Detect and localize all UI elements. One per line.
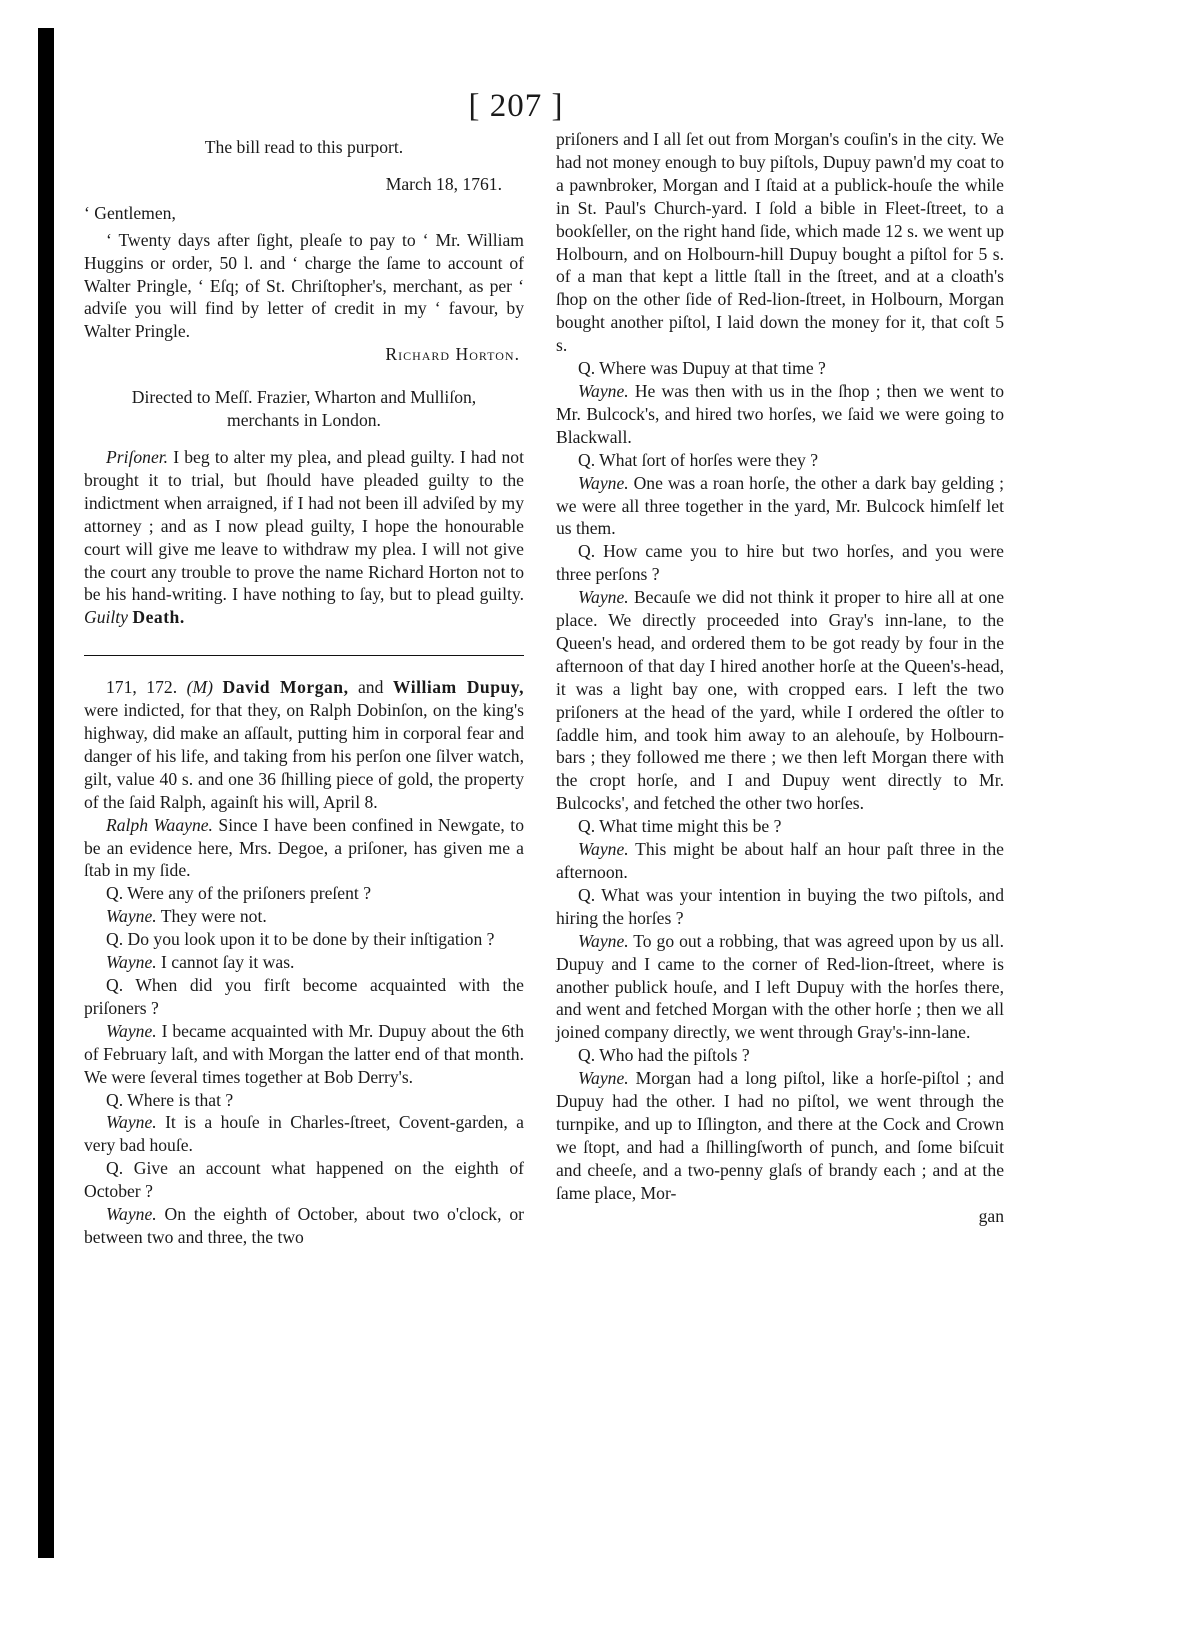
testimony-text: It is a houſe in Charles-ſtreet, Covent-garden, a very bad houſe.: [84, 1112, 524, 1156]
bill-intro: The bill read to this purport.: [204, 137, 404, 157]
testimony-paragraph: [84, 905, 524, 928]
page-binding-edge: [38, 28, 54, 1558]
left-column: [84, 128, 524, 1249]
testimony-paragraph: [556, 1044, 1004, 1067]
speaker-label: Wayne.: [578, 472, 629, 493]
testimony-paragraph: [556, 1067, 1004, 1204]
section-divider: [84, 655, 524, 656]
verdict: Guilty: [84, 607, 128, 628]
bill-direction: Directed to Meſſ. Frazier, Wharton and Mulliſon, merchants in London.: [131, 387, 477, 431]
testimony-paragraph: [84, 974, 524, 1020]
speaker-label: Wayne.: [106, 1204, 157, 1225]
right-column: [556, 128, 1004, 1228]
testimony-paragraph: [84, 814, 524, 883]
testimony-text: Q. How came you to hire but two horſes, and you were three perſons ?: [556, 541, 1004, 585]
plea-text: I beg to alter my plea, and plead guilty. I had not brought it to trial, but ſhould have pleaded guilty to the indictment when arraigned, if I had not been ill adviſed by my attorney ; and as I now plead guilty, I hope the honourable court will give me leave to withdraw my plea. I will not give the court any trouble to prove the name Richard Horton not to be his hand-writing. I have nothing to ſay, but to plead guilty.: [84, 446, 524, 605]
testimony-paragraph: [556, 586, 1004, 815]
testimony-paragraph: [556, 838, 1004, 884]
speaker-label: Wayne.: [106, 1020, 157, 1041]
prisoner-plea: [84, 446, 524, 629]
bill-salutation: ‘ Gentlemen,: [84, 202, 176, 223]
testimony-text: Q. What ſort of horſes were they ?: [578, 449, 819, 470]
session-mark: (M): [186, 677, 213, 698]
testimony-text: Q. What time might this be ?: [578, 816, 782, 837]
testimony-paragraph: [556, 357, 1004, 380]
testimony-paragraph: [84, 1157, 524, 1203]
bill-date: March 18, 1761.: [385, 173, 502, 194]
testimony-text: Becauſe we did not think it proper to hire all at one place. We directly proceeded into Gray's inn-lane, to the Queen's head, and ordered them to be got ready by four in the afternoon of that day I hired another horſe at the Queen's-head, it was a light bay one, with cropped ears. I left the two priſoners at the head of the yard, while I ordered the oſtler to ſaddle him, and took him away to an alehouſe, by Holbourn-bars ; they followed me there ; we then left Morgan there with the cropt horſe, and I and Dupuy went directly to Mr. Bulcocks', and fetched the other two horſes.: [556, 587, 1004, 814]
testimony-text: One was a roan horſe, the other a dark bay gelding ; we were all three together in the yard, Mr. Bulcock himſelf let us them.: [556, 472, 1004, 539]
speaker-label: Ralph Waayne.: [106, 814, 213, 835]
bill-signature: Richard Horton.: [385, 344, 520, 365]
testimony-text: He was then with us in the ſhop ; then we went to Mr. Bulcock's, and hired two horſes, we ſaid we were going to Blackwall.: [556, 380, 1004, 447]
testimony-paragraph: [556, 472, 1004, 541]
testimony-text: On the eighth of October, about two o'clock, or between two and three, the two: [84, 1204, 524, 1247]
testimony-text: I became acquainted with Mr. Dupuy about the 6th of February laſt, and with Morgan the latter end of that month. We were ſeveral times together at Bob Derry's.: [84, 1020, 524, 1087]
speaker-label: Wayne.: [578, 587, 629, 608]
testimony-paragraph: [556, 380, 1004, 449]
speaker-label: Wayne.: [106, 1112, 157, 1133]
testimony-text: Q. Where is that ?: [106, 1089, 234, 1110]
testimony-paragraph: [556, 930, 1004, 1045]
catch-word: gan: [978, 1205, 1004, 1226]
speaker-label: Wayne.: [578, 380, 629, 401]
case-numbers: 171, 172.: [106, 677, 178, 698]
testimony-paragraph: [84, 1089, 524, 1112]
speaker-label: Wayne.: [578, 930, 629, 951]
testimony-text: Q. Who had the piſtols ?: [578, 1045, 750, 1066]
testimony-text: priſoners and I all ſet out from Morgan's couſin's in the city. We had not money enough to buy piſtols, Dupuy pawn'd my coat to a pawnbroker, Morgan and I ſtaid at a publick-houſe the while in St. Paul's Church-yard. I ſold a bible in Fleet-ſtreet, to a bookſeller, on the right hand ſide, which made 12 s. we went up Holbourn, and on Holbourn-hill Dupuy bought a piſtol for 5 s. of a man that kept a little ſtall in the ſtreet, and at a cloath's ſhop on the other ſide of Red-lion-ſtreet, in Holbourn, Morgan bought another piſtol, I laid down the money for it, that coſt 5 s.: [556, 129, 1004, 356]
right-testimony: [556, 128, 1004, 1205]
testimony-paragraph: [556, 449, 1004, 472]
left-testimony: [84, 814, 524, 1249]
testimony-paragraph: [84, 951, 524, 974]
testimony-text: To go out a robbing, that was agreed upon by us all. Dupuy and I came to the corner of Red-lion-ſtreet, where is another publick houſe, and I left Dupuy with the horſes there, and went and fetched Morgan with the other horſe ; then we all joined company directly, we went through Gray's-inn-lane.: [556, 930, 1004, 1043]
testimony-text: This might be about half an hour paſt three in the afternoon.: [556, 839, 1004, 882]
bill-body: ‘ Twenty days after ſight, pleaſe to pay to ‘ Mr. William Huggins or order, 50 l. and ‘ charge the ſame to account of Walter Pringle, ‘ Eſq; of St. Chriſtopher's, merchant, as per ‘ adviſe you will find by letter of credit in my ‘ favour, by Walter Pringle.: [84, 229, 524, 342]
testimony-text: They were not.: [156, 906, 267, 927]
case-heading: [84, 676, 524, 813]
testimony-paragraph: [84, 928, 524, 951]
testimony-text: Q. Were any of the priſoners preſent ?: [106, 883, 371, 904]
sentence: Death.: [132, 607, 185, 628]
charge-text: were indicted, for that they, on Ralph Dobinſon, on the king's highway, did make an aſſault, putting him in corporal fear and danger of his life, and taking from his perſon one ſilver watch, gilt, value 40 s. and one 36 ſhilling piece of gold, the property of the ſaid Ralph, againſt his will, April 8.: [84, 700, 524, 812]
speaker-label: Wayne.: [578, 1068, 629, 1089]
conjunction: and: [348, 677, 393, 698]
defendant-name: David Morgan,: [222, 677, 349, 698]
speaker-label: Wayne.: [578, 839, 629, 860]
page-number: [ 207 ]: [468, 88, 564, 124]
testimony-paragraph: [84, 882, 524, 905]
testimony-text: Q. Give an account what happened on the eighth of October ?: [84, 1158, 524, 1202]
defendant-name: William Dupuy,: [392, 677, 524, 698]
speaker-label: Wayne.: [106, 906, 157, 927]
testimony-paragraph: [556, 540, 1004, 586]
testimony-text: Morgan had a long piſtol, like a horſe-piſtol ; and Dupuy had the other. I had no piſtol, we went through the turnpike, and up to Iſlington, and there at the Cock and Crown we ſtopt, and had a ſhillingſworth of punch, and ſome biſcuit and cheeſe, and a two-penny glaſs of brandy each ; and at the ſame place, Mor-: [556, 1068, 1004, 1203]
testimony-text: Since I have been confined in Newgate, to be an evidence here, Mrs. Degoe, a priſoner, has given me a ſtab in my ſide.: [84, 814, 524, 881]
testimony-paragraph: [84, 1020, 524, 1089]
testimony-text: Q. Where was Dupuy at that time ?: [578, 358, 826, 379]
speaker-label: Wayne.: [106, 952, 157, 973]
testimony-paragraph: [556, 884, 1004, 930]
testimony-paragraph: [84, 1203, 524, 1249]
testimony-paragraph: [556, 815, 1004, 838]
testimony-text: Q. What was your intention in buying the two piſtols, and hiring the horſes ?: [556, 884, 1004, 928]
testimony-paragraph: [84, 1111, 524, 1157]
testimony-text: Q. When did you firſt become acquainted with the priſoners ?: [84, 975, 524, 1018]
testimony-text: I cannot ſay it was.: [156, 952, 295, 973]
speaker-label: Priſoner.: [106, 446, 169, 467]
testimony-text: Q. Do you look upon it to be done by their inſtigation ?: [106, 929, 495, 950]
testimony-paragraph: [556, 128, 1004, 357]
